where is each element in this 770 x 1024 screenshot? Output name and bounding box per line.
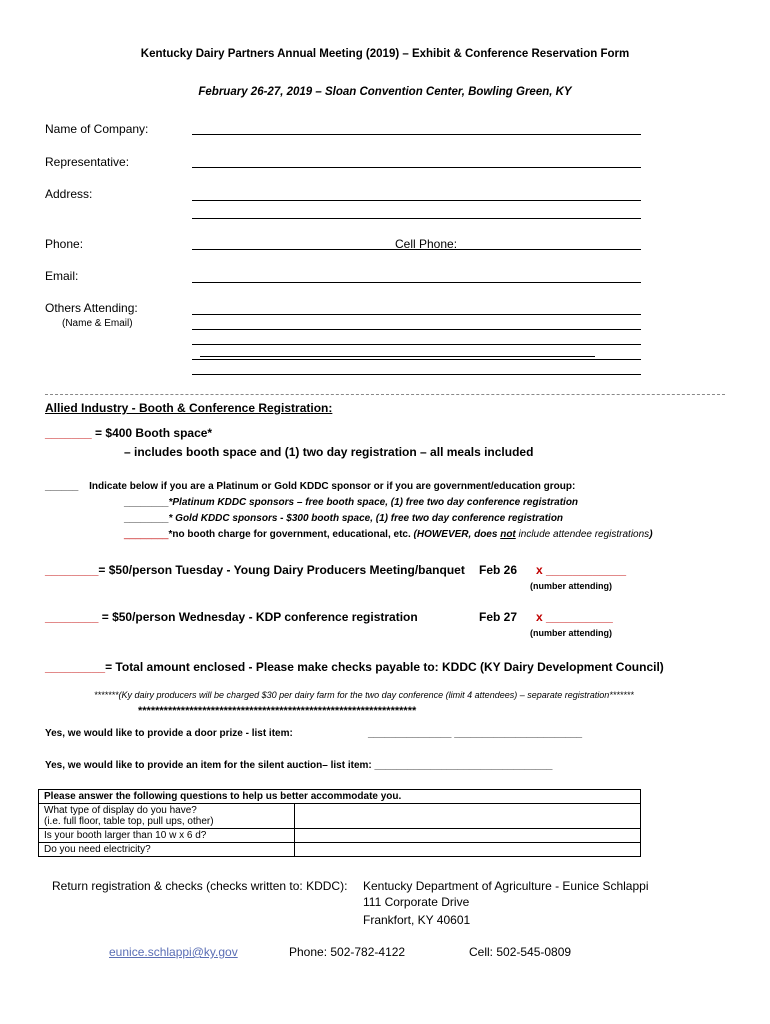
contact-cell: Cell: 502-545-0809: [469, 945, 572, 959]
gov-not: not: [500, 529, 516, 540]
return-address-line3: Frankfort, KY 40601: [363, 913, 471, 927]
contact-email-link[interactable]: eunice.schlappi@ky.gov: [109, 945, 238, 959]
question-display: [39, 804, 295, 829]
wednesday-count-field[interactable]: [536, 610, 613, 624]
questions-header: Please answer the following questions to help us better accommodate you.: [39, 790, 641, 804]
gov-however: (HOWEVER, does: [413, 529, 501, 540]
email-label: Email:: [45, 269, 79, 283]
others-field-2[interactable]: [192, 329, 641, 330]
total-blank[interactable]: _________: [45, 660, 106, 674]
others-field-4[interactable]: [192, 359, 641, 360]
booth-row: [45, 426, 212, 440]
tuesday-row: [45, 563, 465, 577]
address-field-1[interactable]: [192, 200, 641, 201]
cell-phone-label: Cell Phone:: [395, 237, 458, 251]
tuesday-number-attending: (number attending): [530, 581, 612, 591]
platinum-row: [124, 497, 578, 508]
allied-heading: Allied Industry - Booth & Conference Registration:: [45, 401, 333, 415]
gov-paren: ): [649, 529, 653, 540]
gov-blank[interactable]: ________: [124, 529, 169, 540]
section-divider: [45, 394, 725, 395]
others-field-3b: [200, 356, 595, 357]
door-prize-field[interactable]: _______________ _______________________: [368, 728, 583, 739]
tuesday-blank[interactable]: ________: [45, 563, 99, 577]
answer-booth-size[interactable]: [295, 829, 641, 843]
gov-post: include attendee registrations: [515, 529, 650, 540]
booth-note: – includes booth space and (1) two day registration – all meals included: [124, 445, 534, 459]
tuesday-count: x ____________: [536, 563, 627, 577]
question-booth-size: Is your booth larger than 10 w x 6 d?: [39, 829, 295, 843]
producers-note: *******(Ky dairy producers will be charged $30 per dairy farm for the two day conference (limit 4 attendees) – separate registration*******: [94, 690, 634, 700]
answer-electricity[interactable]: [295, 843, 641, 857]
answer-display[interactable]: [295, 804, 641, 829]
wednesday-blank[interactable]: ________: [45, 610, 99, 624]
gov-text: *no booth charge for government, educational, etc.: [168, 529, 414, 540]
others-field-5[interactable]: [192, 374, 641, 375]
questions-table: [38, 789, 641, 857]
company-label: Name of Company:: [45, 122, 149, 136]
wednesday-number-attending: (number attending): [530, 628, 612, 638]
form-subtitle: February 26-27, 2019 – Sloan Convention Center, Bowling Green, KY: [198, 86, 572, 98]
others-field-3[interactable]: [192, 344, 641, 345]
tuesday-text: = $50/person Tuesday - Young Dairy Producers Meeting/banquet: [98, 563, 465, 577]
wednesday-date: Feb 27: [479, 610, 518, 624]
indicate-blank[interactable]: ______: [45, 481, 79, 492]
question-display-line1: What type of display do you have?: [44, 805, 197, 816]
tuesday-count-field[interactable]: [536, 563, 626, 577]
stars-divider: *****************************************************************: [138, 705, 417, 717]
total-row: [45, 660, 664, 674]
wednesday-row: [45, 610, 418, 624]
return-address-line1: Kentucky Department of Agriculture - Eunice Schlappi: [363, 879, 649, 893]
door-prize-label: Yes, we would like to provide a door prize - list item:: [45, 728, 293, 739]
gold-blank[interactable]: ________: [124, 513, 169, 524]
phone-label: Phone:: [45, 237, 84, 251]
tuesday-date: Feb 26: [479, 563, 518, 577]
auction-label[interactable]: Yes, we would like to provide an item for the silent auction– list item: ________________________________: [45, 760, 553, 771]
others-attending-note: (Name & Email): [62, 318, 133, 329]
indicate-text: Indicate below if you are a Platinum or Gold KDDC sponsor or if you are government/education group:: [89, 481, 576, 492]
email-field[interactable]: [192, 282, 641, 283]
total-text: = Total amount enclosed - Please make checks payable to: KDDC (KY Dairy Development Council): [105, 660, 664, 674]
gold-text: * Gold KDDC sponsors - $300 booth space, (1) free two day conference registration: [168, 513, 564, 524]
representative-label: Representative:: [45, 155, 130, 169]
return-label: Return registration & checks (checks written to: KDDC):: [52, 879, 348, 893]
wednesday-count: x __________: [536, 610, 613, 624]
platinum-text: *Platinum KDDC sponsors – free booth space, (1) free two day conference registration: [168, 497, 579, 508]
gold-row: [124, 513, 563, 524]
return-address-line2: 111 Corporate Drive: [363, 895, 470, 909]
indicate-row: [45, 481, 575, 492]
address-field-2[interactable]: [192, 218, 641, 219]
company-field[interactable]: [192, 134, 641, 135]
booth-blank[interactable]: _______: [45, 426, 92, 440]
contact-phone: Phone: 502-782-4122: [289, 945, 406, 959]
representative-field[interactable]: [192, 167, 641, 168]
others-attending-label: Others Attending:: [45, 301, 138, 315]
gov-row: [124, 529, 653, 540]
booth-price: = $400 Booth space*: [91, 426, 213, 440]
question-display-line2: (i.e. full floor, table top, pull ups, other): [44, 816, 214, 827]
address-label: Address:: [45, 187, 93, 201]
others-field-1[interactable]: [192, 314, 641, 315]
wednesday-text: = $50/person Wednesday - KDP conference registration: [98, 610, 418, 624]
form-title: Kentucky Dairy Partners Annual Meeting (2019) – Exhibit & Conference Reservation Form: [140, 48, 630, 60]
question-electricity: Do you need electricity?: [39, 843, 295, 857]
platinum-blank[interactable]: ________: [124, 497, 169, 508]
